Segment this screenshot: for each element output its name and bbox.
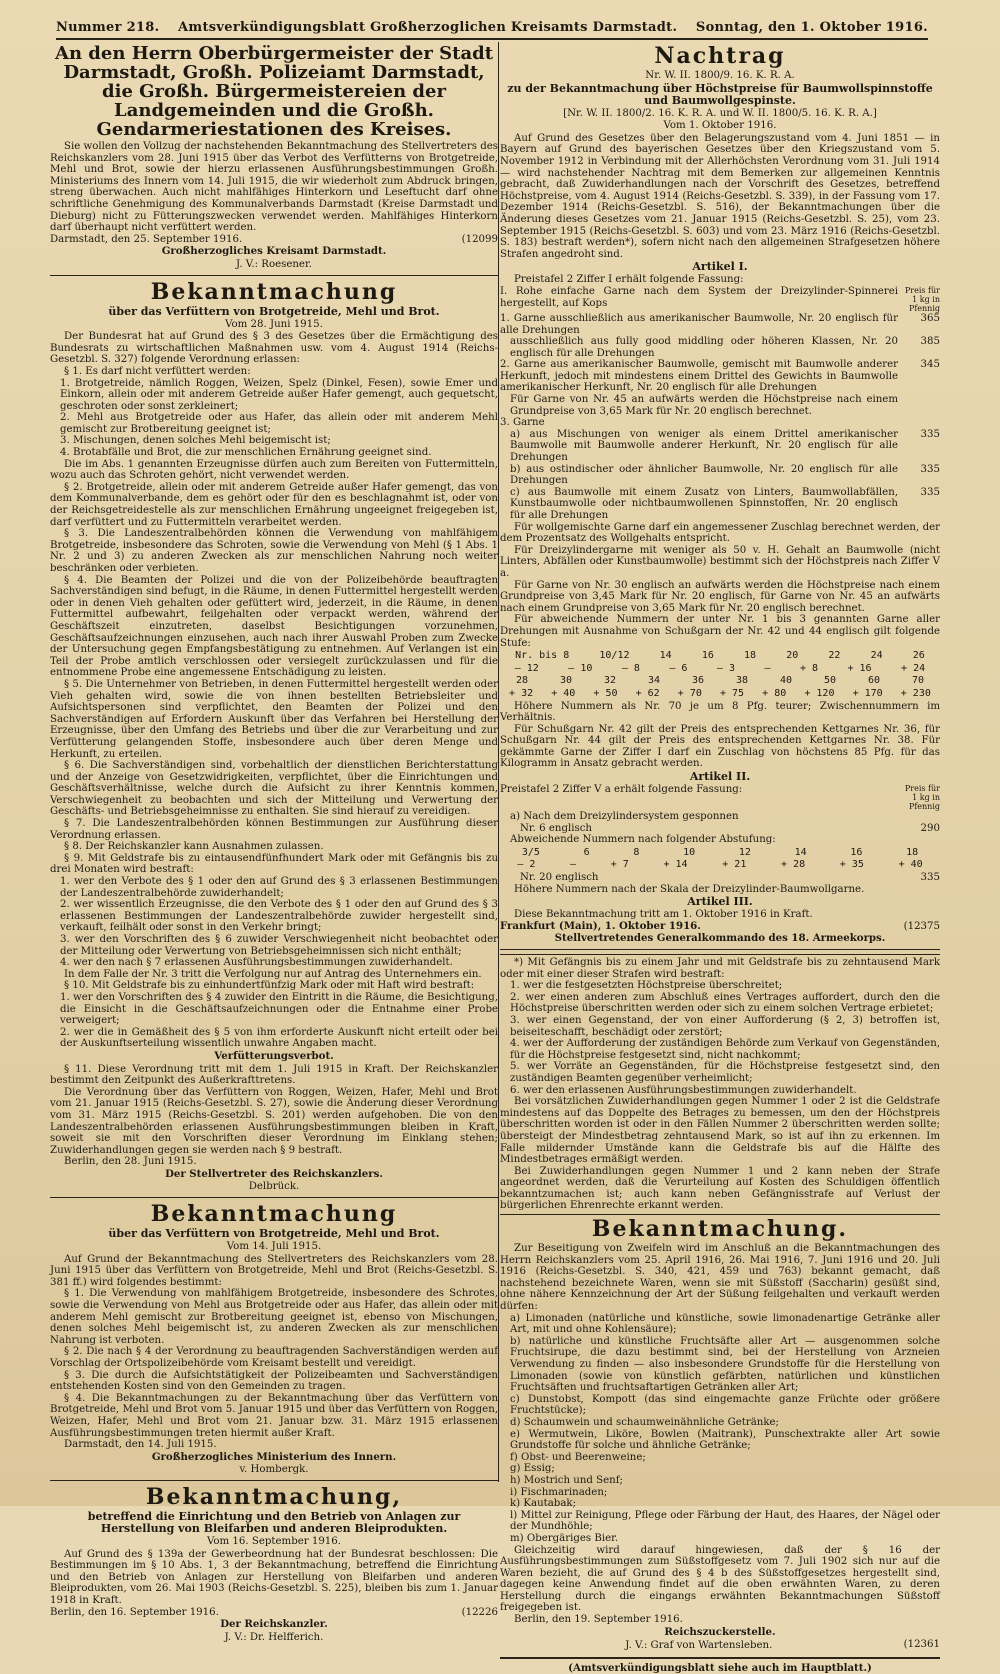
stufe-cell: + 50: [593, 687, 618, 699]
sweetener-item: i) Fischmarinaden;: [510, 1486, 608, 1498]
article-1-heading: I. Rohe einfache Garne nach dem System der Dreizylinder-Spinnerei hergestellt, auf Kops: [500, 285, 898, 309]
issue-date: Sonntag, den 1. Oktober 1916.: [695, 19, 928, 35]
sweetener-item: a) Limonaden (natürliche und künstliche, sowie limonadenartige Getränke aller Art, mit und ohne Kohlensäure);: [510, 1312, 940, 1336]
closing-note: (Amtsverkündigungsblatt siehe auch im Hauptblatt.): [568, 1661, 872, 1674]
stufe-cell: 14: [659, 650, 672, 662]
section-1-item: 4. Brotabfälle und Brot, die zur menschlichen Ernährung geeignet sind.: [60, 447, 432, 459]
section-9: § 9. Mit Geldstrafe bis zu eintausendfünfhundert Mark oder mit Gefängnis bis zu drei Monaten wird bestraft:: [50, 852, 498, 876]
supplement-date: Vom 1. Oktober 1916.: [663, 120, 777, 132]
section-9-item: 3. wer den Vorschriften des § 6 zuwider Verschwiegenheit nicht beobachtet oder der Mitteilung oder Verwertung von Betriebsgeheimnissen sich nicht enthält;: [60, 934, 498, 957]
notice-lead-body: Auf Grund des § 139a der Gewerbeordnung hat der Bundesrat beschlossen: Die Bestimmungen im § 10 Abs. 1, 3 der Bekanntmachung, betreffend die Einrichtung und den Betrieb von Anlagen zur Herstellung von Bleifarben und anderen Bleiprodukten, vom 26. Mai 1903 (Reichs-Gesetzbl. S. 225), bleiben bis zum 1. Januar 1918 in Kraft.: [50, 1548, 498, 1606]
price-item-value: 335: [920, 463, 940, 475]
section-7: § 7. Die Landeszentralbehörden können Bestimmungen zur Ausführung dieser Verordnung erlassen.: [50, 818, 498, 841]
sweetener-signatory: J. V.: Graf von Wartensleben.: [625, 1640, 773, 1652]
stufe-1-header: [500, 650, 940, 662]
stufe-cell: 20: [786, 650, 799, 662]
article-2-nr20-price: 335: [920, 872, 940, 884]
supplement-intro: Auf Grund des Gesetzes über den Belagerungszustand vom 4. Juni 1851 — in Bayern auf Grund des bayerischen Gesetzes über den Kriegszustand vom 5. November 1912 in Verbindung mit der Allerhöchsten Verordnung vom 31. Juli 1914 — wird nachstehender Nachtrag mit dem Bemerken zur allgemeinen Kenntnis gebracht, daß Zuwiderhandlungen nach der Vorschrift des Gesetzes, betreffend Höchstpreise, vom 4. August 1914 (Reichs-Gesetzbl. S. 339), in der Fassung vom 17. Dezember 1914 (Reichs-Gesetzbl. S. 516), der Bekanntmachungen über die Änderung dieses Gesetzes vom 21. Januar 1915 (Reichs-Gesetzbl. S. 25), vom 23. September 1915 (Reichs-Gesetzbl. S. 603) und vom 23. März 1916 (Reichs-Gesetzbl. S. 183) bestraft werden*), sofern nicht nach den allgemeinen Strafgesetzen höhere Strafen angedroht sind.: [500, 132, 940, 260]
stufe-cell: + 7: [610, 859, 629, 871]
section-1-note: Die im Abs. 1 genannten Erzeugnisse dürfen auch zum Bereiten von Futtermitteln, wozu auch das Schroten gehört, nicht verwendet werden.: [50, 458, 498, 482]
notice-feeding-execution: [50, 1202, 498, 1476]
sweetener-title: Bekanntmachung.: [591, 1216, 849, 1243]
notice-lead-signatory: J. V.: Dr. Helfferich.: [224, 1631, 324, 1643]
stufe-cell: 34: [647, 675, 661, 687]
sweetener-notice: Gleichzeitig wird darauf hingewiesen, daß der § 16 der Ausführungsbestimmungen zum Süßstoffgesetz vom 7. Juli 1902 sich nur auf die Waren bezieht, die auf Grund des § 4 b des Süßstoffgesetzes hergestellt sind, dagegen keine Anwendung findet auf die oben erwähnten Waren, zu deren Herstellung durch die eingangs erwähnten Bekanntmachungen Süßstoff freigegeben ist.: [500, 1544, 940, 1614]
stufe-cell: 8: [633, 846, 640, 858]
stufe-cell: + 40: [551, 687, 576, 699]
notice-execution-signatory: v. Hombergk.: [239, 1464, 309, 1476]
price-item-text: b) aus ostindischer oder ähnlicher Baumwolle, Nr. 20 englisch für alle Drehungen: [510, 463, 898, 487]
notice-lead-place: Berlin, den 16. September 1916.: [50, 1606, 219, 1618]
article-2-intro: Preistafel 2 Ziffer V a erhält folgende Fassung:: [500, 784, 743, 796]
sweetener-item: k) Kautabak;: [510, 1498, 576, 1510]
section-4: § 4. Die Beamten der Polizei und die von der Polizeibehörde beauftragten Sachverständigen sind befugt, in die Räume, in denen Futtermittel hergestellt werden oder in denen Vieh gehalten oder gefüttert wird, jederzeit, in die Räume, in denen Futtermittel aufbewahrt, feilgehalten oder verpackt werden, während der Geschäftszeit einzutreten, daselbst Besichtigungen vorzunehmen, Geschäftsaufzeichnungen einzusehen, auch nach ihrer Auswahl Proben zum Zwecke der Untersuchung gegen Empfangsbestätigung zu entnehmen. Auf Verlangen ist ein Teil der Probe amtlich verschlossen oder versiegelt zurückzulassen und für die entnommene Probe eine angemessene Entschädigung zu leisten.: [50, 574, 498, 679]
section-8: § 8. Der Reichskanzler kann Ausnahmen zulassen.: [64, 841, 324, 853]
sweetener-item: b) natürliche und künstliche Fruchtsäfte aller Art — ausgenommen solche Fruchtsirupe, die dazu bestimmt sind, bei der Herstellung von Arzneien Verwendung zu finden — also insbesondere Grundstoffe für die Herstellung von Limonaden (sowie von künstlich gefärbten, natürlichen und künstlichen Fruchtsäften und fruchtsaftartigen Getränken aller Art;: [510, 1335, 940, 1394]
footnote-publication: Bei Zuwiderhandlungen gegen Nummer 1 und 2 kann neben der Strafe angeordnet werden, daß die Verurteilung auf Kosten des Schuldigen öffentlich bekanntzumachen ist; auch kann neben Gefängnisstrafe auf Verlust der bürgerlichen Ehrenrechte erkannt werden.: [500, 1165, 940, 1212]
article-2-nr6: Nr. 6 englisch: [520, 822, 592, 834]
notice-feeding-subtitle: über das Verfüttern von Brotgetreide, Mehl und Brot.: [108, 304, 440, 318]
stufe-cell: 12: [738, 846, 751, 858]
publication-title: Amtsverkündigungsblatt Großherzoglichen Kreisamts Darmstadt.: [178, 19, 678, 35]
stufe-cell: 10: [683, 846, 696, 858]
price-column-note: Preis für 1 kg in Pfennig: [904, 784, 940, 812]
section-9-item: 1. wer den Verbote des § 1 oder den auf Grund des § 3 erlassenen Bestimmungen der Landeszentralbehörde zuwiderhandelt;: [60, 876, 498, 899]
article-1-deviation: Für abweichende Nummern der unter Nr. 1 bis 3 genannten Garne aller Drehungen mit Ausnahme von Schußgarn der Nr. 42 und 44 englisch gilt folgende Stufe:: [500, 614, 940, 649]
price-item-text: ausschließlich aus fully good middling oder höheren Klassen, Nr. 20 englisch für alle Drehungen: [510, 336, 898, 359]
notice-lead-ref: (12226: [461, 1606, 498, 1618]
stufe-cell: — 10: [568, 662, 593, 674]
price-item-value: 345: [920, 359, 940, 371]
stufe-cell: + 35: [839, 859, 864, 871]
supplement-place: Frankfurt (Main), 1. Oktober 1916.: [500, 919, 701, 932]
footnote-intro: *) Mit Gefängnis bis zu einem Jahr und mit Geldstrafe bis zu zehntausend Mark oder mit einer dieser Strafen wird bestraft:: [500, 957, 940, 980]
article-1-higher-numbers: Höhere Nummern als Nr. 70 je um 8 Pfg. teurer; Zwischennummern im Verhältnis.: [500, 700, 940, 724]
footnote-item: 1. wer die festgesetzten Höchstpreise überschreitet;: [510, 980, 783, 992]
article-1-intro: Preistafel 2 Ziffer I erhält folgende Fassung:: [514, 274, 744, 286]
notice-feeding-signature: Der Stellvertreter des Reichskanzlers.: [165, 1167, 383, 1180]
stufe-cell: 38: [735, 675, 749, 687]
stufe-cell: + 21: [722, 859, 747, 871]
stufe-cell: 3/5: [521, 846, 540, 858]
stufe-cell: 16: [701, 650, 714, 662]
stufe-2-row: [500, 859, 940, 871]
price-item-text: 3. Garne: [500, 417, 545, 429]
price-item-text: a) aus Mischungen von weniger als einem Drittel amerikanischer Baumwolle mit Baumwolle anderer Herkunft, Nr. 20 englisch für alle Drehungen: [510, 428, 898, 464]
stufe-cell: — 3: [716, 662, 735, 674]
stufe-cell: 32: [603, 675, 617, 687]
stufe-cell: + 14: [663, 859, 688, 871]
section-10-item: 1. wer den Vorschriften des § 4 zuwider den Eintritt in die Räume, die Besichtigung, die Einsicht in die Geschäftsaufzeichnungen oder die Entnahme einer Probe verweigert;: [60, 991, 498, 1027]
supplement-subtitle: zu der Bekanntmachung über Höchstpreise für Baumwollspinnstoffe und Baumwollgespinste.: [507, 81, 933, 107]
column-divider: [498, 42, 499, 1482]
sweetener-intro: Zur Beseitigung von Zweifeln wird im Anschluß an die Bekanntmachungen des Herrn Reichskanzlers vom 25. April 1916, 26. Mai 1916, 7. Juni 1916 und 20. Juli 1916 (Reichs-Gesetzbl. S. 340, 421, 459 und 763) bekannt gemacht, daß nachstehend bezeichnete Waren, wenn sie mit Süßstoff (Saccharin) gesüßt sind, ohne nähere Kennzeichnung der Art der Süßung feilgehalten und verkauft werden dürfen:: [500, 1243, 940, 1313]
stufe-cell: Nr. bis 8: [515, 650, 570, 662]
stufe-cell: 28: [515, 675, 529, 687]
notice-lead-paint: [50, 1485, 498, 1643]
stufe-cell: — 6: [669, 662, 688, 674]
sweetener-item: d) Schaumwein und schaumweinähnliche Getränke;: [510, 1416, 779, 1428]
notice-execution-date: Vom 14. Juli 1915.: [226, 1241, 322, 1253]
notice-execution-place: Darmstadt, den 14. Juli 1915.: [64, 1439, 217, 1451]
notice-mayor-signatory: J. V.: Roesener.: [236, 258, 312, 270]
price-item-text: 2. Garne aus amerikanischer Baumwolle, gemischt mit Baumwolle anderer Herkunft, jedoch mit mindestens einem Drittel des Gewichts in Baumwolle amerikanischer Herkunft, Nr. 20 englisch für alle Drehungen: [500, 359, 898, 394]
section-2: § 2. Brotgetreide, allein oder mit anderem Getreide außer Hafer gemengt, das von dem Kommunalverbande, dem es gehört oder für den es beschlagnahmt ist, oder von der Reichsgetreidestelle als zur menschlichen Ernährung ungeeignet freigegeben ist, darf verfüttert und zu Futtermitteln verarbeitet werden.: [50, 481, 498, 528]
execution-section-4: § 4. Die Bekanntmachungen zu der Bekanntmachung über das Verfüttern von Brotgetreide, Mehl und Brot vom 5. Januar 1915 und über das Verfüttern von Roggen, Weizen, Hafer, Mehl und Brot vom 21. Januar bzw. 31. März 1915 erlassenen Ausführungsbestimmungen treten hiermit außer Kraft.: [50, 1392, 498, 1439]
notice-mayor-date: Darmstadt, den 25. September 1916.: [50, 233, 243, 245]
stufe-1-row-1: [500, 663, 940, 675]
footnote-item: 4. wer der Aufforderung der zuständigen Behörde zum Verkauf von Gegenständen, für die Höchstpreise festgesetzt sind, nicht nachkommt;: [510, 1038, 940, 1061]
notice-feeding-intro: Der Bundesrat hat auf Grund des § 3 des Gesetzes über die Ermächtigung des Bundesrats zu wirtschaftlichen Maßnahmen usw. vom 4. August 1914 (Reichs-Gesetzbl. S. 327) folgende Verordnung erlassen:: [50, 331, 498, 366]
notice-feeding-title: Bekanntmachung: [150, 278, 398, 305]
sweetener-item: f) Obst- und Beerenweine;: [510, 1451, 646, 1463]
article-1-title: Artikel I.: [692, 260, 748, 274]
footnote-item: 5. wer Vorräte an Gegenständen, für die Höchstpreise festgesetzt sind, den zuständigen Beamten gegenüber verheimlicht;: [510, 1061, 940, 1084]
article-1-wool: Für wollgemischte Garne darf ein angemessener Zuschlag berechnet werden, der dem Prozentsatz des Wollgehalts entspricht.: [500, 521, 940, 545]
stufe-cell: — 2: [517, 859, 536, 871]
notice-mayor-ref: (12099: [461, 233, 498, 245]
stufe-cell: 14: [794, 846, 807, 858]
stufe-cell: + 70: [677, 687, 702, 699]
price-item-value: 335: [920, 428, 940, 440]
stufe-cell: + 28: [781, 859, 806, 871]
stufe-2-header: [500, 847, 940, 859]
execution-section-1: § 1. Die Verwendung von mahlfähigem Brotgetreide, insbesondere des Schrotes, sowie die Verwendung von Mehl aus Brotgetreide oder aus Hafer, das allein oder mit anderem Mehl gemischt zur Brotbereitung geeignet ist, ebenso von Mischungen, denen solches Mehl beigemischt ist, zu anderen Zwecken als zur menschlichen Nahrung ist verboten.: [50, 1288, 498, 1346]
price-item-text: Für Garne von Nr. 45 an aufwärts werden die Höchstpreise nach einem Grundpreise von 3,65 Mark für Nr. 20 englisch berechnet.: [510, 394, 898, 417]
supplement-ref-2: [Nr. W. II. 1800/2. 16. K. R. A. und W. II. 1800/5. 16. K. R. A.]: [563, 107, 877, 119]
stufe-cell: 26: [912, 650, 925, 662]
sweetener-place: Berlin, den 19. September 1916.: [514, 1614, 683, 1626]
stufe-cell: + 40: [898, 859, 923, 871]
notice-feeding-place: Berlin, den 28. Juni 1915.: [64, 1156, 197, 1168]
notice-feeding-signatory: Delbrück.: [248, 1181, 300, 1193]
stufe-cell: + 170: [852, 687, 883, 699]
notice-execution-signature: Großherzogliches Ministerium des Innern.: [151, 1450, 397, 1463]
notice-mayor-title: An den Herrn Oberbürgermeister der Stadt Darmstadt, Großh. Polizeiamt Darmstadt, die Großh. Bürgermeistereien der Landgemeinden und die Großh. Gendarmeriestationen des Kreises.: [54, 43, 494, 140]
stufe-cell: 6: [583, 846, 590, 858]
sweetener-item: h) Mostrich und Senf;: [510, 1474, 623, 1486]
stufe-cell: 36: [691, 675, 705, 687]
footnote-item: 6. wer den erlassenen Ausführungsbestimmungen zuwiderhandelt.: [510, 1084, 857, 1096]
supplement-ref-3: (12375: [903, 920, 940, 932]
stufe-cell: — 8: [621, 662, 640, 674]
footnote-fine: Bei vorsätzlichen Zuwiderhandlungen gegen Nummer 1 oder 2 ist die Geldstrafe mindestens auf das Doppelte des Betrages zu bemessen, um den der Höchstpreis überschritten worden ist oder in den Fällen Nummer 2 überschritten werden sollte; übersteigt der Mindestbetrag zehntausend Mark, so ist auf ihn zu erkennen. Im Falle mildernder Umstände kann die Geldstrafe bis auf die Hälfte des Mindestbetrages ermäßigt werden.: [500, 1096, 940, 1166]
notice-execution-intro: Auf Grund der Bekanntmachung des Stellvertreters des Reichskanzlers vom 28. Juni 1915 über das Verfüttern von Brotgetreide, Mehl und Brot (Reichs-Gesetzbl. S. 381 ff.) wird folgendes bestimmt:: [50, 1253, 498, 1288]
stufe-cell: — 12: [514, 662, 539, 674]
supplement-signature: Stellvertretendes Generalkommando des 18. Armeekorps.: [554, 932, 886, 945]
notice-lead-date: Vom 16. September 1916.: [206, 1535, 342, 1547]
stufe-1-row-2: [500, 675, 940, 687]
supplement-ref-1: Nr. W. II. 1800/9. 16. K. R. A.: [645, 70, 795, 81]
notice-execution-title: Bekanntmachung: [150, 1201, 398, 1228]
left-column: [50, 42, 498, 1643]
sweetener-item: l) Mittel zur Reinigung, Pflege oder Färbung der Haut, des Haares, der Nägel oder der Mundhöhle;: [510, 1509, 940, 1533]
article-2-nr20: Nr. 20 englisch: [520, 872, 599, 884]
article-2-higher-numbers: Höhere Nummern nach der Skala der Dreizylinder-Baumwollgarne.: [514, 883, 865, 895]
section-11: § 11. Diese Verordnung tritt mit dem 1. Juli 1915 in Kraft. Der Reichskanzler bestimmt den Zeitpunkt des Außerkrafttretens.: [50, 1063, 498, 1087]
section-6: § 6. Die Sachverständigen sind, vorbehaltlich der dienstlichen Berichterstattung und der Anzeige von Gesetzwidrigkeiten, verpflichtet, über die Einrichtungen und Geschäftsverhältnisse, welche durch die Aufsicht zu ihrer Kenntnis kommen, Verschwiegenheit zu beobachten und sich der Mitteilung und Verwertung der Geschäfts- und Betriebsgeheimnisse zu enthalten. Sie sind hierauf zu vereidigen.: [50, 760, 498, 818]
sweetener-signature: Reichszuckerstelle.: [664, 1625, 776, 1638]
footnote-item: 3. wer einen Gegenstand, der von einer Aufforderung (§ 2, 3) betroffen ist, beiseiteschafft, beschädigt oder zerstört;: [510, 1014, 940, 1038]
stufe-cell: 40: [779, 675, 793, 687]
stufe-cell: —: [764, 662, 771, 674]
stufe-cell: + 16: [847, 662, 872, 674]
notice-feeding-date: Vom 28. Juni 1915.: [225, 318, 323, 330]
article-2-title: Artikel II.: [689, 770, 751, 784]
masthead: [56, 16, 928, 40]
sweetener-item: e) Wermutwein, Liköre, Bowlen (Maitrank), Punschextrakte aller Art sowie Grundstoffe für solche und ähnliche Getränke;: [510, 1428, 940, 1452]
stufe-cell: 10/12: [599, 650, 630, 662]
stufe-cell: + 75: [719, 687, 745, 699]
section-1-item: 3. Mischungen, denen solches Mehl beigemischt ist;: [60, 435, 331, 447]
stufe-cell: 70: [911, 675, 925, 687]
sweetener-ref: (12361: [903, 1639, 940, 1651]
notice-sweetener: [500, 1217, 940, 1653]
notice-lead-title: Bekanntmachung,: [145, 1483, 403, 1510]
stufe-cell: + 24: [901, 662, 926, 674]
stufe-cell: 50: [823, 675, 837, 687]
price-item-value: [904, 417, 940, 429]
section-1-item: 1. Brotgetreide, nämlich Roggen, Weizen, Spelz (Dinkel, Fesen), sowie Emer und Einkorn, allein oder mit anderem Getreide außer Hafer gemengt, auch gequetscht, geschroten oder sonst zerkleinert;: [60, 377, 498, 412]
notice-mayor-signature: Großherzogliches Kreisamt Darmstadt.: [161, 245, 387, 258]
section-10-item: 2. wer die in Gemäßheit des § 5 von ihm erforderte Auskunft nicht erteilt oder bei der Auskunftserteilung wissentlich unwahre Angaben macht.: [60, 1026, 498, 1050]
sweetener-item: c) Dunstobst, Kompott (das sind eingemachte ganze Früchte oder größere Fruchtstücke);: [510, 1393, 940, 1417]
section-3: § 3. Die Landeszentralbehörden können die Verwendung von mahlfähigem Brotgetreide, insbesondere das Schroten, sowie die Verwendung von Mehl (§ 1 Abs. 1 Nr. 2 und 3) zu anderen Zwecken als zur menschlichen Nahrung noch weiter beschränken oder verbieten.: [50, 528, 498, 574]
notice-execution-subtitle: über das Verfüttern von Brotgetreide, Mehl und Brot.: [108, 1227, 440, 1241]
article-3-title: Artikel III.: [687, 895, 753, 909]
section-1: § 1. Es darf nicht verfüttert werden:: [64, 365, 251, 377]
price-item-value: 365: [920, 312, 940, 324]
price-item-text: 1. Garne ausschließlich aus amerikanischer Baumwolle, Nr. 20 englisch für alle Drehungen: [500, 312, 898, 336]
stufe-cell: 16: [850, 846, 863, 858]
article-1-weft: Für Schußgarn Nr. 42 gilt der Preis des entsprechenden Kettgarnes Nr. 36, für Schußgarn Nr. 44 gilt der Preis des entsprechenden Kettgarnes Nr. 38. Für gekämmte Garne der Ziffer I darf ein Zuschlag von höchstens 85 Pfg. für das Kilogramm in Ansatz gebracht werden.: [500, 723, 940, 770]
section-10: § 10. Mit Geldstrafe bis zu einhundertfünfzig Mark oder mit Haft wird bestraft:: [64, 980, 475, 992]
article-1-cotton-content: Für Dreizylindergarne mit weniger als 50 v. H. Gehalt an Baumwolle (nicht Linters, Abfällen oder Kunstbaumwolle) bestimmt sich der Höchstpreis nach Ziffer V a.: [500, 544, 940, 579]
section-1-item: 2. Mehl aus Brotgetreide oder aus Hafer, das allein oder mit anderem Mehl gemischt zur Brotbereitung geeignet ist;: [60, 412, 498, 435]
stufe-cell: —: [570, 859, 577, 871]
stufe-cell: + 120: [804, 687, 835, 699]
penalty-footnote: [500, 954, 940, 1215]
article-2-nr6-price: 290: [920, 822, 940, 834]
stufe-cell: + 62: [635, 687, 660, 699]
notice-mayor: [50, 44, 498, 271]
stufe-cell: + 230: [900, 687, 931, 699]
stufe-cell: 18: [744, 650, 757, 662]
section-9-item: 4. wer den nach § 7 erlassenen Ausführungsbestimmungen zuwiderhandelt.: [60, 957, 453, 969]
stufe-cell: + 8: [799, 662, 819, 674]
section-10-heading: Verfütterungsverbot.: [214, 1049, 334, 1062]
issue-number: Nummer 218.: [56, 19, 160, 35]
article-2-system: a) Nach dem Dreizylindersystem gesponnen: [510, 811, 739, 823]
supplement-title: Nachtrag: [654, 43, 786, 69]
article-2-deviation: Abweichende Nummern nach folgender Abstufung:: [510, 834, 776, 846]
price-item-text: c) aus Baumwolle mit einem Zusatz von Linters, Baumwollabfällen, Kunstbaumwolle oder nichtbaumwollenen Spinnstoffen, Nr. 20 englisch für alle Drehungen: [510, 486, 898, 521]
execution-section-2: § 2. Die nach § 4 der Verordnung zu beauftragenden Sachverständigen werden auf Vorschlag der Ortspolizeibehörde vom Kreisamt bestellt und vereidigt.: [50, 1346, 498, 1369]
price-item-value: [904, 394, 940, 417]
article-1-base-price: Für Garne von Nr. 30 englisch an aufwärts werden die Höchstpreise nach einem Grundpreise von 3,45 Mark für Nr. 20 englisch, für Garne von Nr. 45 an aufwärts nach einem Grundpreise von 3,65 Mark für Nr. 20 englisch berechnet.: [500, 579, 940, 614]
article-3-body: Diese Bekanntmachung tritt am 1. Oktober 1916 in Kraft.: [514, 909, 813, 921]
price-item-value: 335: [920, 486, 940, 498]
stufe-cell: 60: [867, 675, 881, 687]
footnote-item: 2. wer einen anderen zum Abschluß eines Vertrages auffordert, durch den die Höchstpreise überschritten werden oder sich zu einem solchen Vertrage erbietet;: [510, 991, 940, 1015]
sweetener-item: g) Essig;: [510, 1463, 555, 1475]
right-column: [500, 42, 940, 1674]
section-9-item: 2. wer wissentlich Erzeugnisse, die den Verbote des § 1 oder den auf Grund des § 3 erlassenen Bestimmungen der Landeszentralbehörde zuwider hergestellt sind, verkauft, feilhält oder sonst in den Verkehr bringt;: [60, 899, 498, 934]
notice-supplement: [500, 44, 940, 945]
price-item-value: 385: [920, 336, 940, 348]
notice-mayor-body: Sie wollen den Vollzug der nachstehenden Bekanntmachung des Stellvertreters des Reichskanzlers vom 28. Juni 1915 über das Verbot des Verfütterns von Brotgetreide, Mehl und Brot, sowie der hierzu erlassenen Ausführungsbestimmungen Großh. Ministeriums des Innern vom 14. Juli 1915, die wir wiederholt zum Abdruck bringen, streng überwachen. Auch nicht mahlfähiges Hinterkorn und Leseftucht darf ohne schriftliche Genehmigung des Kommunalverbands Darmstadt (Kreise Darmstadt und Dieburg) nicht zu Fütterungszwecken verwendet werden. Mahlfähiges Hinterkorn darf überhaupt nicht verfüttert werden.: [50, 141, 498, 234]
stufe-cell: 22: [828, 650, 841, 662]
section-5: § 5. Die Unternehmer von Betrieben, in denen Futtermittel hergestellt werden oder Vieh gehalten wird, sowie die von ihnen bestellten Betriebsleiter und Aufsichtspersonen sind verpflichtet, den Beamten der Polizei und den Sachverständigen auf Erfordern Auskunft über das Verfahren bei Herstellung der Erzeugnisse, über den Umfang des Betriebs und über die zur Verarbeitung und zur Verfütterung gelangenden Stoffe, insbesondere auch über deren Menge und Herkunft, zu erteilen.: [50, 678, 498, 760]
notice-feeding-1915: [50, 280, 498, 1194]
stufe-cell: + 32: [509, 687, 534, 699]
notice-lead-signature: Der Reichskanzler.: [220, 1618, 328, 1631]
stufe-cell: 30: [559, 675, 573, 687]
price-column-note: Preis für 1 kg in Pfennig: [904, 285, 940, 313]
sweetener-item: m) Obergäriges Bier.: [510, 1532, 619, 1544]
notice-feeding-repeal: Die Verordnung über das Verfüttern von Roggen, Weizen, Hafer, Mehl und Brot vom 21. Januar 1915 (Reichs-Gesetzbl. S. 27), sowie die Änderung dieser Verordnung vom 31. März 1915 (Reichs-Gesetzbl. S. 201) werden aufgehoben. Die von den Landeszentralbehörden erlassenen Ausführungsbestimmungen bleiben in Kraft, soweit sie mit den Vorschriften dieser Verordnung im Einklang stehen; Zuwiderhandlungen gegen sie werden nach § 9 bestraft.: [50, 1086, 498, 1156]
execution-section-3: § 3. Die durch die Aufsichtstätigkeit der Polizeibeamten und Sachverständigen entstehenden Kosten sind von den Gemeinden zu tragen.: [50, 1369, 498, 1393]
stufe-cell: 24: [870, 650, 883, 662]
stufe-1-row-3: [500, 688, 940, 700]
notice-lead-subtitle: betreffend die Einrichtung und den Betrieb von Anlagen zur Herstellung von Bleifarben und anderen Bleiprodukten.: [87, 1509, 461, 1535]
stufe-cell: 18: [906, 846, 919, 858]
stufe-cell: + 80: [762, 687, 787, 699]
section-9-note: In dem Falle der Nr. 3 tritt die Verfolgung nur auf Antrag des Unternehmers ein.: [64, 968, 482, 980]
